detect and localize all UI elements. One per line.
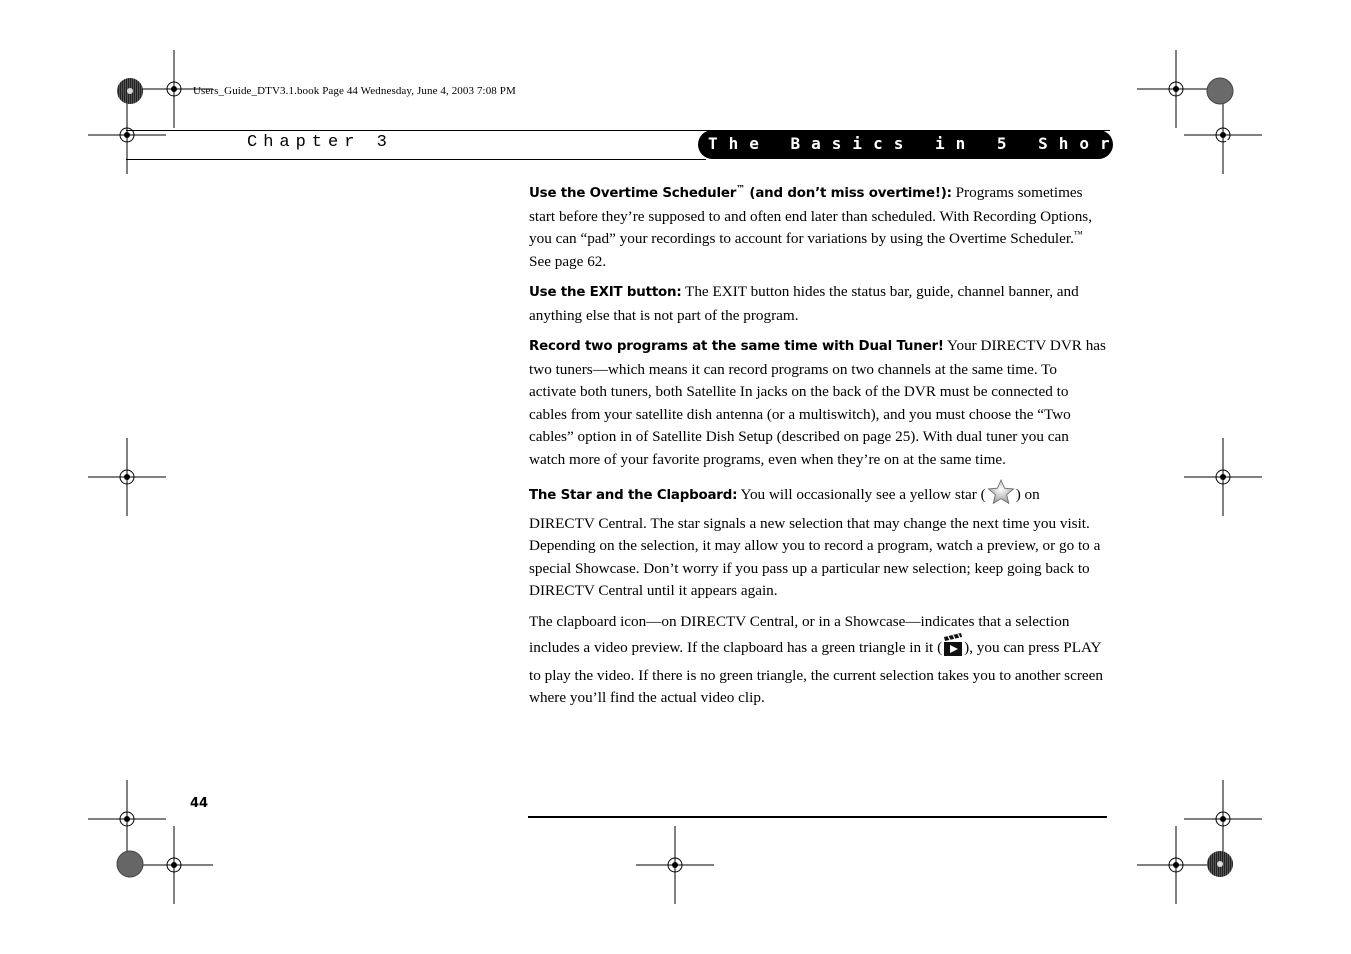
section-title: The Basics in 5 Short Tours [708, 134, 1266, 153]
screen-target-top-right [1206, 77, 1234, 105]
paragraph-overtime-scheduler: Use the Overtime Scheduler™ (and don’t miss overtime!): Programs sometimes start before they’re supposed to and often end later than scheduled. With Recording Options, you can “pad” your recordings to account for variations by using the Overtime Scheduler.™ See page 62. [529, 184, 1092, 270]
heading-star-clapboard: The Star and the Clapboard: [529, 488, 738, 504]
heading-overtime-scheduler: Use the Overtime Scheduler™ (and don’t miss overtime!): [529, 184, 952, 201]
chapter-label: Chapter 3 [247, 133, 393, 152]
heading-exit-button: Use the EXIT button: [529, 285, 682, 300]
paragraph-star-clapboard: The Star and the Clapboard: You will occasionally see a yellow star ( ) on DIRECTV Central. The star signals a new selection that may change the next time you visit. Depending on the selection, it may allow you to record a program, watch a preview, or go to a special Showcase. Don’t worry if you pass up a particular new selection; keep going back to DIRECTV Central until it appears again. [529, 479, 1107, 603]
slug-line: Users_Guide_DTV3.1.book Page 44 Wednesday, June 4, 2003 7:08 PM [193, 85, 516, 97]
paragraph-dual-tuner: Record two programs at the same time with Dual Tuner! Your DIRECTV DVR has two tuners—which means it can record programs on two channels at the same time. To activate both tuners, both Satellite In jacks on the back of the DVR must be connected to cables from your satellite dish antenna (or a multiswitch), and you must choose the “Two cables” option in of Satellite Dish Setup (described on page 25). With dual tuner you can watch more of your favorite programs, even when they’re on at the same time. [529, 337, 1106, 468]
star-target-bottom-right [1206, 850, 1234, 878]
paragraph-clapboard: The clapboard icon—on DIRECTV Central, or in a Showcase—indicates that a selection includes a video preview. If the clapboard has a green triangle in it ( ), you can press PLAY to play the video. If there is no green triangle, the current selection takes you to another screen where you’ll find the actual video clip. [529, 612, 1103, 706]
header-bottom-rule [126, 159, 706, 160]
clapboard-play-icon [942, 633, 964, 665]
registration-mark-left-upper [88, 96, 166, 174]
body-content [529, 182, 1107, 718]
registration-mark-bottom-right [1137, 826, 1215, 904]
star-target-top-left [116, 77, 144, 105]
registration-mark-right-middle [1184, 438, 1262, 516]
footer-rule [528, 816, 1107, 818]
heading-dual-tuner: Record two programs at the same time with Dual Tuner! [529, 339, 944, 354]
screen-target-bottom-left [116, 850, 144, 878]
registration-mark-left-middle [88, 438, 166, 516]
star-icon [986, 479, 1016, 513]
page-number: 44 [190, 796, 209, 811]
paragraph-exit-button: Use the EXIT button: The EXIT button hides the status bar, guide, channel banner, and anything else that is not part of the program. [529, 283, 1079, 324]
registration-mark-bottom-left [135, 826, 213, 904]
registration-mark-bottom-center [636, 826, 714, 904]
section-title-tab [698, 130, 1266, 159]
